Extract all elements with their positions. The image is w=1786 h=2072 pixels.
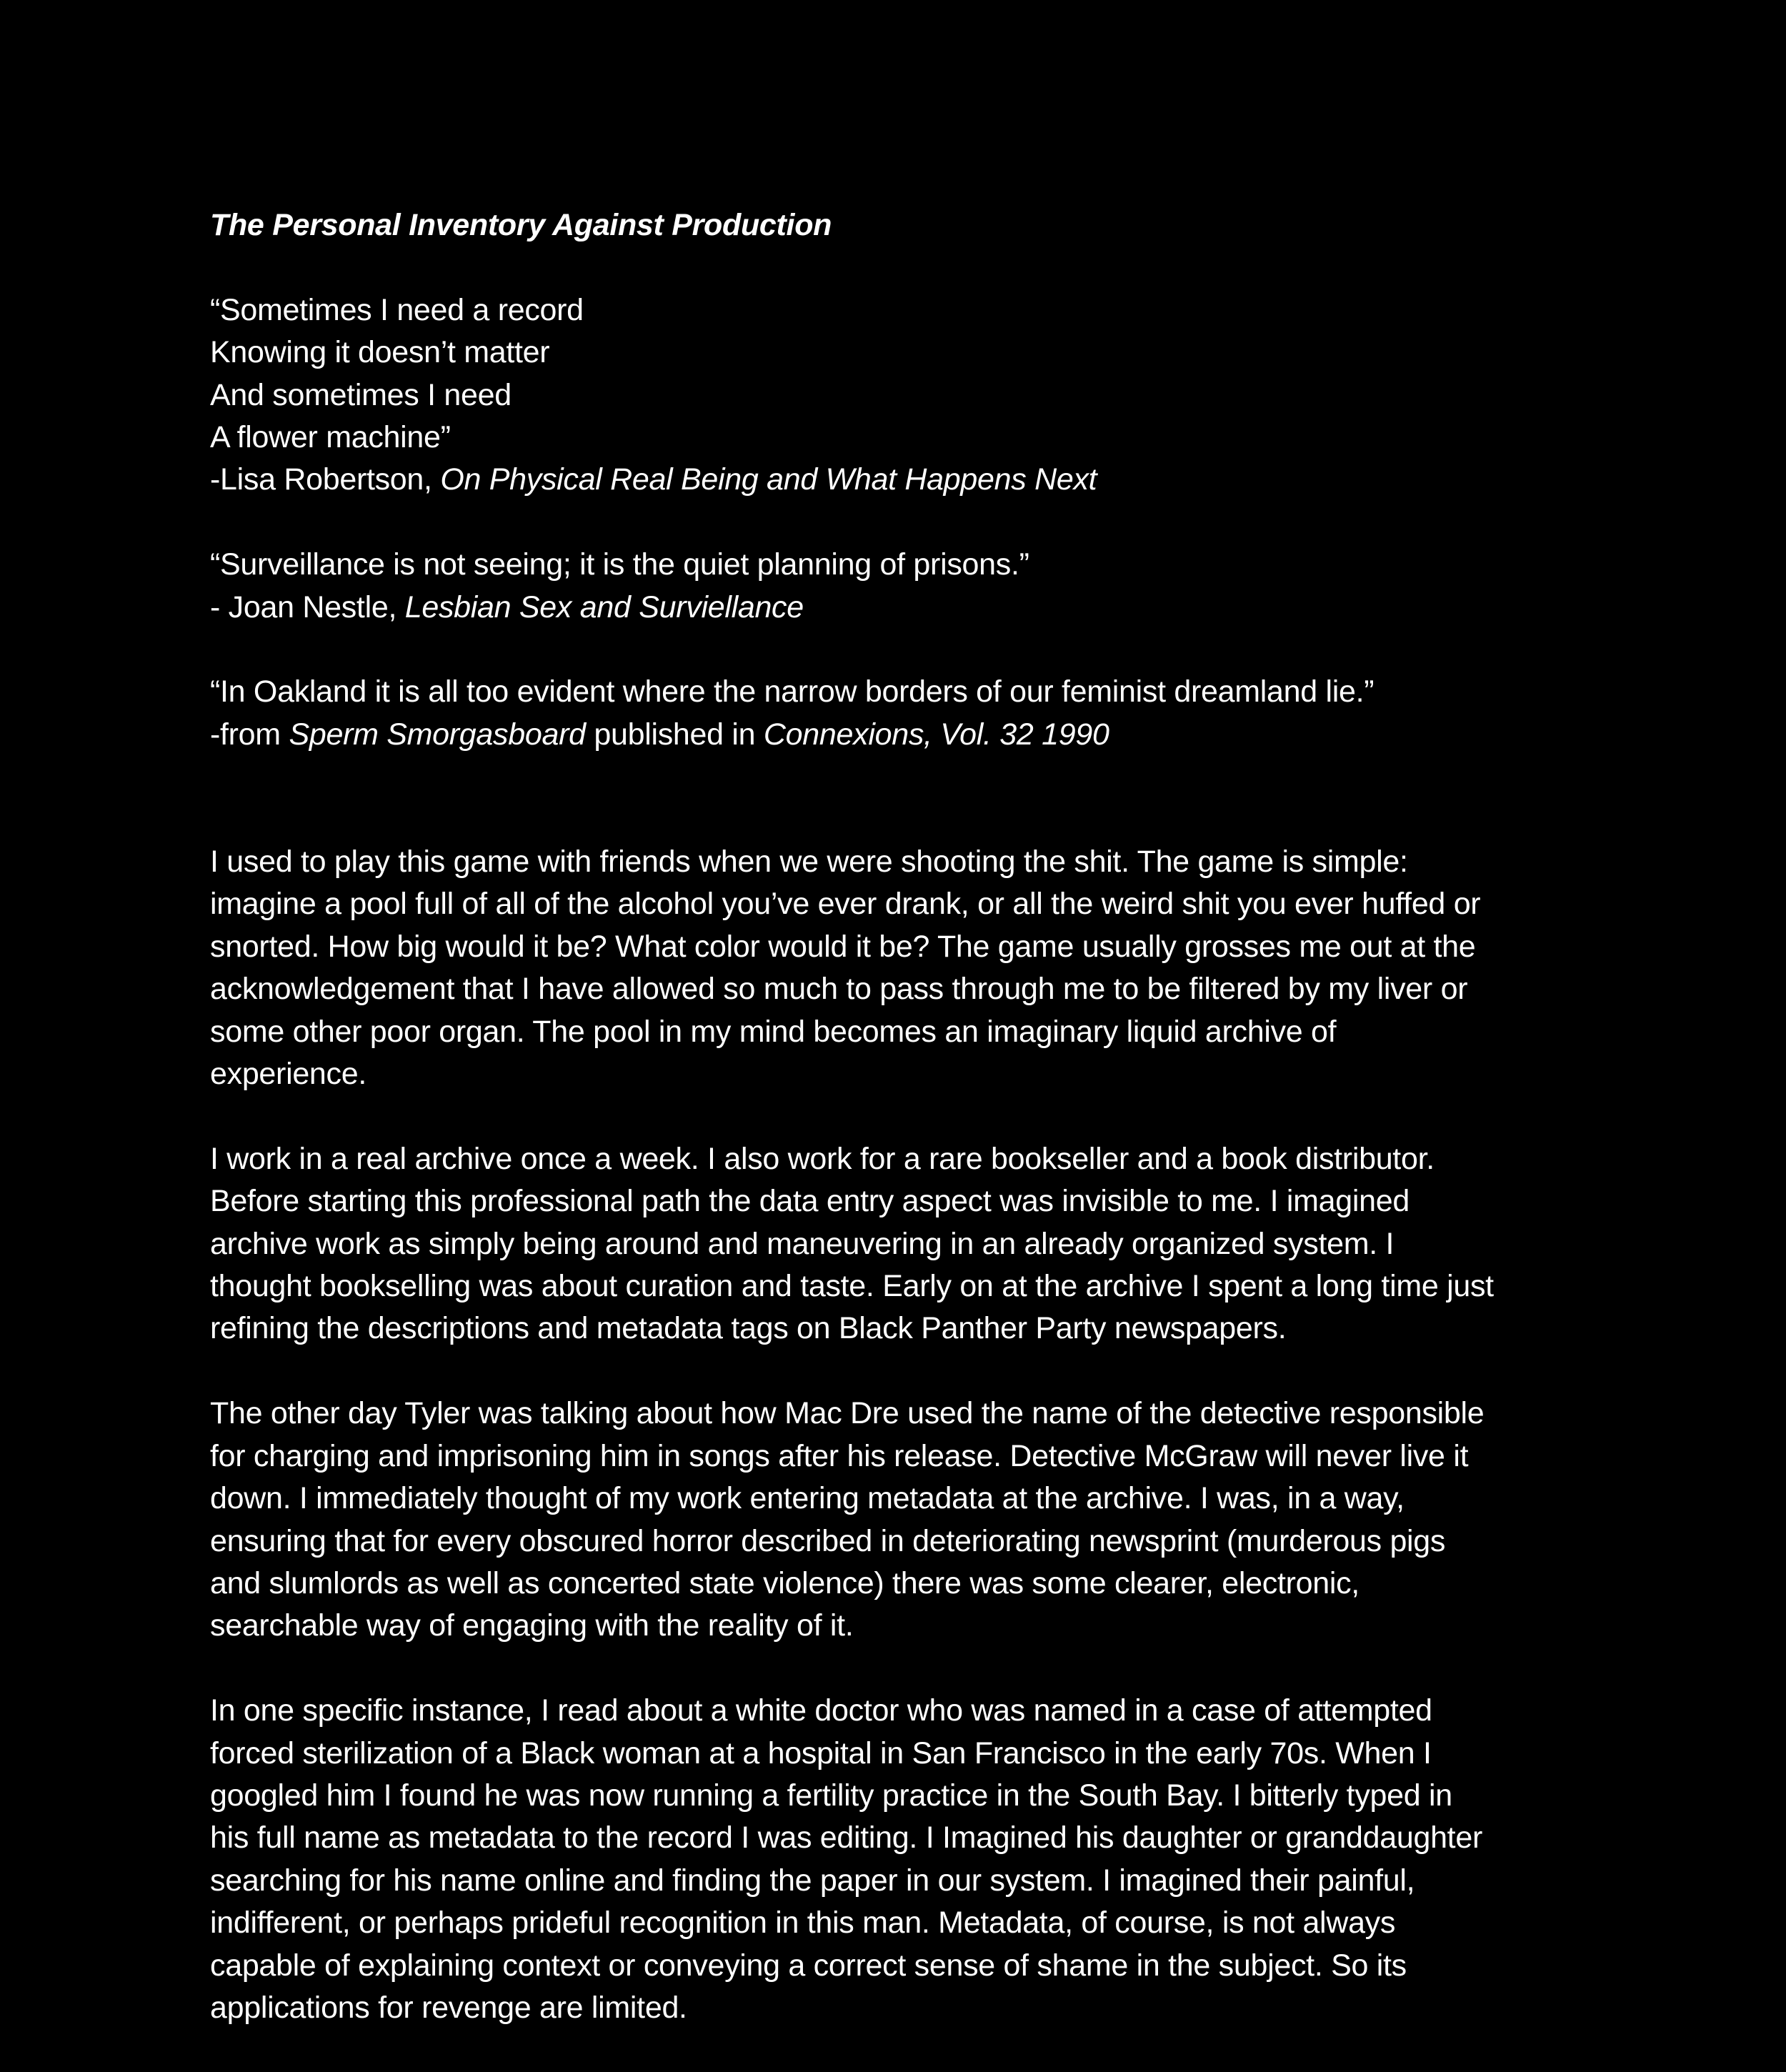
- paragraph-line: Before starting this professional path the data entry aspect was invisible to me. I imagined: [210, 1184, 1410, 1219]
- paragraph-line: refining the descriptions and metadata tags on Black Panther Party newspapers.: [210, 1311, 1287, 1346]
- paragraph-line: In one specific instance, I read about a white doctor who was named in a case of attempted: [210, 1693, 1432, 1728]
- epigraph-line: “Surveillance is not seeing; it is the quiet planning of prisons.”: [210, 547, 1029, 582]
- attribution-title: Lesbian Sex and Surviellance: [404, 589, 804, 624]
- epigraph-connexions: [210, 671, 1603, 756]
- paragraph-line: snorted. How big would it be? What color would it be? The game usually grosses me out at the: [210, 929, 1476, 964]
- paragraph-line: experience.: [210, 1057, 367, 1092]
- epigraph-nestle: [210, 544, 1603, 629]
- epigraph-attribution: [210, 587, 1603, 629]
- attribution-prefix: -Lisa Robertson,: [210, 462, 441, 497]
- paragraph-line: thought bookselling was about curation and taste. Early on at the archive I spent a long time just: [210, 1269, 1494, 1304]
- body-paragraph: [210, 1393, 1603, 1647]
- paragraph-line: ensuring that for every obscured horror described in deteriorating newsprint (murderous pigs: [210, 1523, 1446, 1558]
- paragraph-line: applications for revenge are limited.: [210, 1990, 687, 2025]
- paragraph-line: searchable way of engaging with the reality of it.: [210, 1608, 854, 1643]
- attribution-prefix: - Joan Nestle,: [210, 589, 405, 624]
- body-paragraph: [210, 1690, 1603, 2029]
- paragraph-line: and slumlords as well as concerted state violence) there was some clearer, electronic,: [210, 1565, 1360, 1600]
- paragraph-line: I used to play this game with friends when we were shooting the shit. The game is simple:: [210, 845, 1408, 880]
- paragraph-line: acknowledgement that I have allowed so much to pass through me to be filtered by my liver or: [210, 972, 1468, 1007]
- epigraph-attribution: [210, 459, 1603, 501]
- paragraph-line: searching for his name online and finding the paper in our system. I imagined their painful,: [210, 1863, 1415, 1898]
- attribution-mid: published in: [585, 717, 764, 752]
- epigraph-line: Knowing it doesn’t matter: [210, 335, 550, 370]
- paragraph-line: his full name as metadata to the record I was editing. I Imagined his daughter or granddaughter: [210, 1821, 1482, 1856]
- paragraph-line: imagine a pool full of all of the alcohol you’ve ever drank, or all the weird shit you ever huffed or: [210, 887, 1481, 922]
- epigraph-line: A flower machine”: [210, 420, 451, 455]
- document-page: [210, 204, 1603, 2072]
- paragraph-line: for charging and imprisoning him in songs after his release. Detective McGraw will never live it: [210, 1438, 1469, 1473]
- epigraph-line: “In Oakland it is all too evident where the narrow borders of our feminist dreamland lie.”: [210, 674, 1375, 709]
- paragraph-line: indifferent, or perhaps prideful recognition in this man. Metadata, of course, is not always: [210, 1906, 1396, 1941]
- paragraph-line: down. I immediately thought of my work entering metadata at the archive. I was, in a way,: [210, 1481, 1405, 1516]
- epigraph-line: “Sometimes I need a record: [210, 292, 584, 327]
- epigraph-robertson: [210, 289, 1603, 502]
- paragraph-line: The other day Tyler was talking about how Mac Dre used the name of the detective responsible: [210, 1396, 1485, 1431]
- paragraph-line: googled him I found he was now running a fertility practice in the South Bay. I bitterly typed in: [210, 1778, 1452, 1813]
- paragraph-line: capable of explaining context or conveying a correct sense of shame in the subject. So its: [210, 1948, 1407, 1983]
- body-paragraph: [210, 1138, 1603, 1350]
- attribution-prefix: -from: [210, 717, 289, 752]
- paragraph-line: some other poor organ. The pool in my mind becomes an imaginary liquid archive of: [210, 1014, 1337, 1049]
- paragraph-line: I work in a real archive once a week. I also work for a rare bookseller and a book distributor.: [210, 1141, 1435, 1176]
- epigraph-line: And sometimes I need: [210, 377, 512, 412]
- attribution-title: Sperm Smorgasboard: [289, 717, 586, 752]
- epigraph-attribution: [210, 714, 1603, 756]
- document-title: The Personal Inventory Against Production: [210, 208, 832, 242]
- paragraph-line: archive work as simply being around and maneuvering in an already organized system. I: [210, 1226, 1395, 1261]
- paragraph-line: forced sterilization of a Black woman at a hospital in San Francisco in the early 70s. When I: [210, 1735, 1432, 1770]
- body-paragraph: [210, 841, 1603, 1095]
- attribution-title: On Physical Real Being and What Happens Next: [440, 462, 1097, 497]
- attribution-source: Connexions, Vol. 32 1990: [763, 717, 1109, 752]
